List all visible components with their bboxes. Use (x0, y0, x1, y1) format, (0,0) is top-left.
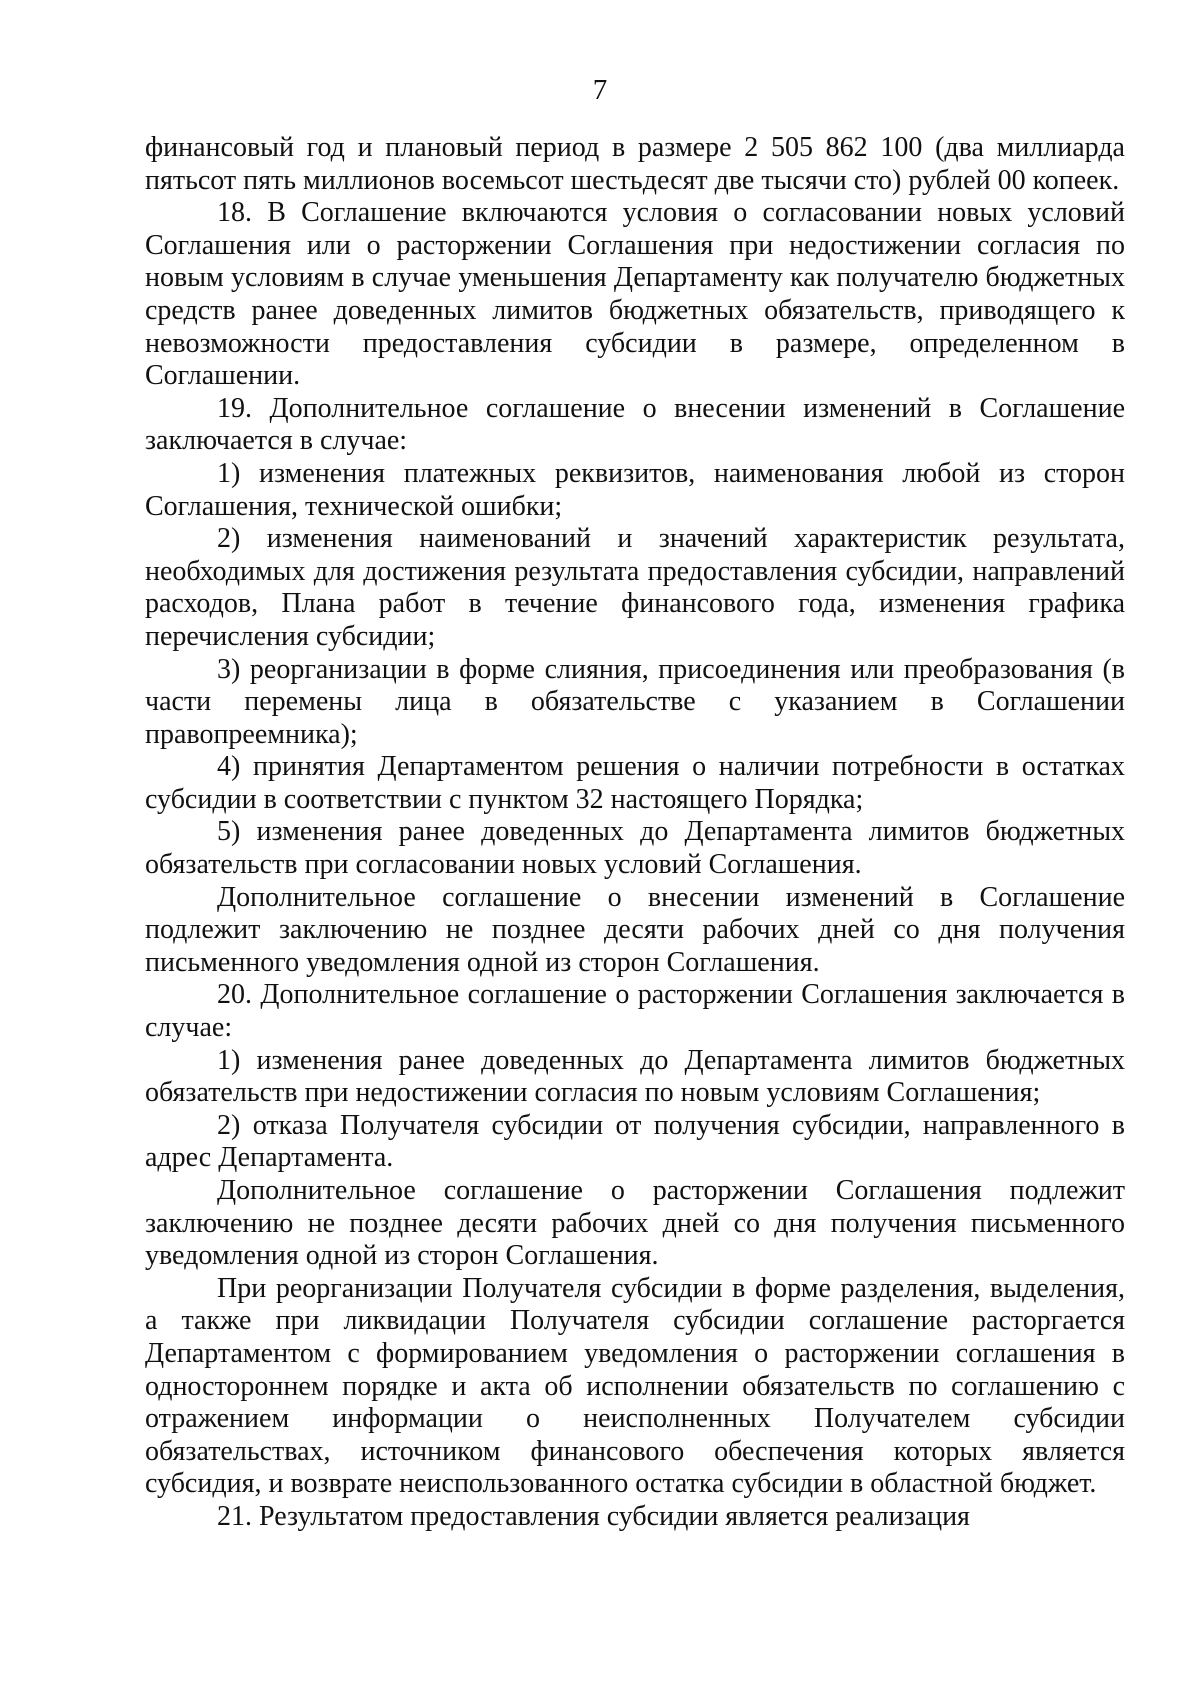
paragraph-reorganization: При реорганизации Получателя субсидии в форме разделения, выделения, а также при ликвидации Получателя субсидии соглашение расторгается Департаментом с формированием уведомления о расторжении соглашения в одностороннем порядке и акта об исполнении обязательств по соглашению с отражением информации о неисполненных Получателем субсидии обязательствах, источником финансового обеспечения которых является субсидия, и возврате неиспользованного остатка субсидии в областной бюджет. (145, 1272, 1125, 1500)
subitem-19-4: 4) принятия Департаментом решения о наличии потребности в остатках субсидии в соответствии с пунктом 32 настоящего Порядка; (145, 751, 1125, 815)
subitem-19-3: 3) реорганизации в форме слияния, присоединения или преобразования (в части перемены лица в обязательстве с указанием в Соглашении правопреемника); (145, 653, 1125, 750)
paragraph-19-deadline: Дополнительное соглашение о внесении изменений в Соглашение подлежит заключению не позднее десяти рабочих дней со дня получения письменного уведомления одной из сторон Соглашения. (145, 881, 1125, 978)
paragraph-continuation: финансовый год и плановый период в размере 2 505 862 100 (два миллиарда пятьсот пять миллионов восемьсот шестьдесят две тысячи сто) рублей 00 копеек. (145, 132, 1125, 196)
document-body (145, 132, 1125, 1534)
paragraph-20-deadline: Дополнительное соглашение о расторжении Соглашения подлежит заключению не позднее десяти рабочих дней со дня получения письменного уведомления одной из сторон Соглашения. (145, 1175, 1125, 1272)
subitem-19-5: 5) изменения ранее доведенных до Департамента лимитов бюджетных обязательств при согласовании новых условий Соглашения. (145, 816, 1125, 881)
subitem-19-1: 1) изменения платежных реквизитов, наименования любой из сторон Соглашения, технической ошибки; (145, 457, 1125, 522)
paragraph-item-19: 19. Дополнительное соглашение о внесении изменений в Соглашение заключается в случае: (145, 392, 1125, 457)
paragraph-item-20: 20. Дополнительное соглашение о расторжении Соглашения заключается в случае: (145, 979, 1125, 1044)
subitem-20-2: 2) отказа Получателя субсидии от получения субсидии, направленного в адрес Департамента. (145, 1109, 1125, 1174)
subitem-20-1: 1) изменения ранее доведенных до Департамента лимитов бюджетных обязательств при недостижении согласия по новым условиям Соглашения; (145, 1044, 1125, 1109)
subitem-19-2: 2) изменения наименований и значений характеристик результата, необходимых для достижения результата предоставления субсидии, направлений расходов, Плана работ в течение финансового года, изменения графика перечисления субсидии; (145, 523, 1125, 652)
paragraph-item-18: 18. В Соглашение включаются условия о согласовании новых условий Соглашения или о расторжении Соглашения при недостижении согласия по новым условиям в случае уменьшения Департаменту как получателю бюджетных средств ранее доведенных лимитов бюджетных обязательств, приводящего к невозможности предоставления субсидии в размере, определенном в Соглашении. (145, 197, 1125, 392)
page-number: 7 (592, 74, 608, 106)
paragraph-item-21: 21. Результатом предоставления субсидии является реализация (217, 1500, 970, 1532)
